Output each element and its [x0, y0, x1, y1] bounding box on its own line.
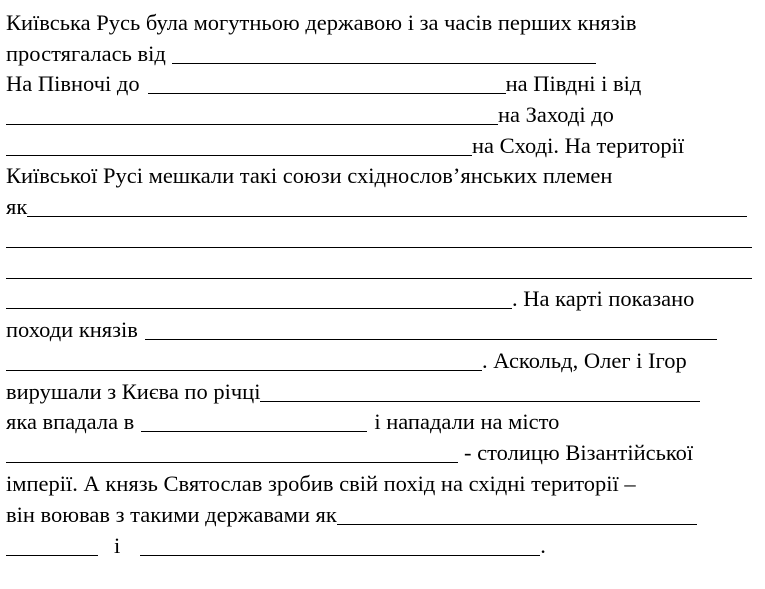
text-line-2: [6, 37, 596, 67]
label-campaigns: походи князів: [6, 317, 138, 342]
sentence-intro: Київська Русь була могутньою державою і за часів перших князів: [6, 10, 637, 35]
answer-blank-river[interactable]: [260, 400, 700, 402]
text-line-14: [6, 405, 559, 435]
label-south: на Півдні і від: [505, 71, 642, 96]
final-period: .: [540, 533, 546, 558]
sentence-map: . На карті показано: [512, 286, 695, 311]
answer-blank-south[interactable]: [6, 123, 498, 125]
text-line-18: [6, 529, 546, 559]
answer-blank-tribes-1[interactable]: [27, 215, 747, 217]
answer-blank-states-3[interactable]: [140, 554, 540, 556]
text-line-13: [6, 375, 700, 405]
label-and: і: [114, 533, 121, 558]
text-line-1: [6, 6, 637, 36]
label-river: вирушали з Києва по річці: [6, 379, 261, 404]
answer-blank-campaigns-1[interactable]: [145, 338, 717, 340]
answer-blank-extent-from[interactable]: [172, 62, 596, 64]
sentence-extent: простягалась від: [6, 41, 166, 66]
text-line-3: [6, 67, 641, 97]
answer-blank-west[interactable]: [6, 154, 472, 156]
text-line-6: [6, 159, 612, 189]
answer-blank-tribes-2[interactable]: [6, 246, 752, 248]
sentence-princes: . Аскольд, Олег і Ігор: [482, 348, 687, 373]
sentence-sviatoslav: імперії. А князь Святослав зробив свій похід на східні території –: [6, 471, 636, 496]
label-flows-into: яка впадала в: [6, 409, 135, 434]
label-north: На Півночі до: [6, 71, 140, 96]
text-line-11: [6, 313, 717, 343]
text-line-12: [6, 344, 687, 374]
label-capital: - столицю Візантійської: [464, 440, 694, 465]
text-line-10: [6, 282, 694, 312]
label-as: як: [6, 194, 28, 219]
answer-blank-states-2[interactable]: [6, 554, 98, 556]
answer-blank-north[interactable]: [148, 92, 506, 94]
answer-blank-sea[interactable]: [141, 430, 367, 432]
label-west: на Заході до: [498, 102, 614, 127]
label-states: він воював з такими державами як: [6, 502, 337, 527]
label-east: на Сході. На території: [472, 133, 685, 158]
text-line-9: [6, 252, 752, 282]
text-line-15: [6, 436, 693, 466]
answer-blank-tribes-3[interactable]: [6, 277, 752, 279]
text-line-16: [6, 467, 636, 497]
text-line-8: [6, 221, 752, 251]
answer-blank-tribes-4[interactable]: [6, 307, 512, 309]
answer-blank-campaigns-2[interactable]: [6, 369, 482, 371]
sentence-tribes: Київської Русі мешкали такі союзи східнослов’янських племен: [6, 163, 613, 188]
text-line-5: [6, 129, 684, 159]
text-line-4: [6, 98, 614, 128]
text-line-17: [6, 498, 697, 528]
label-attacked-city: і нападали на місто: [374, 409, 560, 434]
text-line-7: [6, 190, 747, 220]
answer-blank-states-1[interactable]: [337, 523, 697, 525]
answer-blank-city[interactable]: [6, 461, 458, 463]
